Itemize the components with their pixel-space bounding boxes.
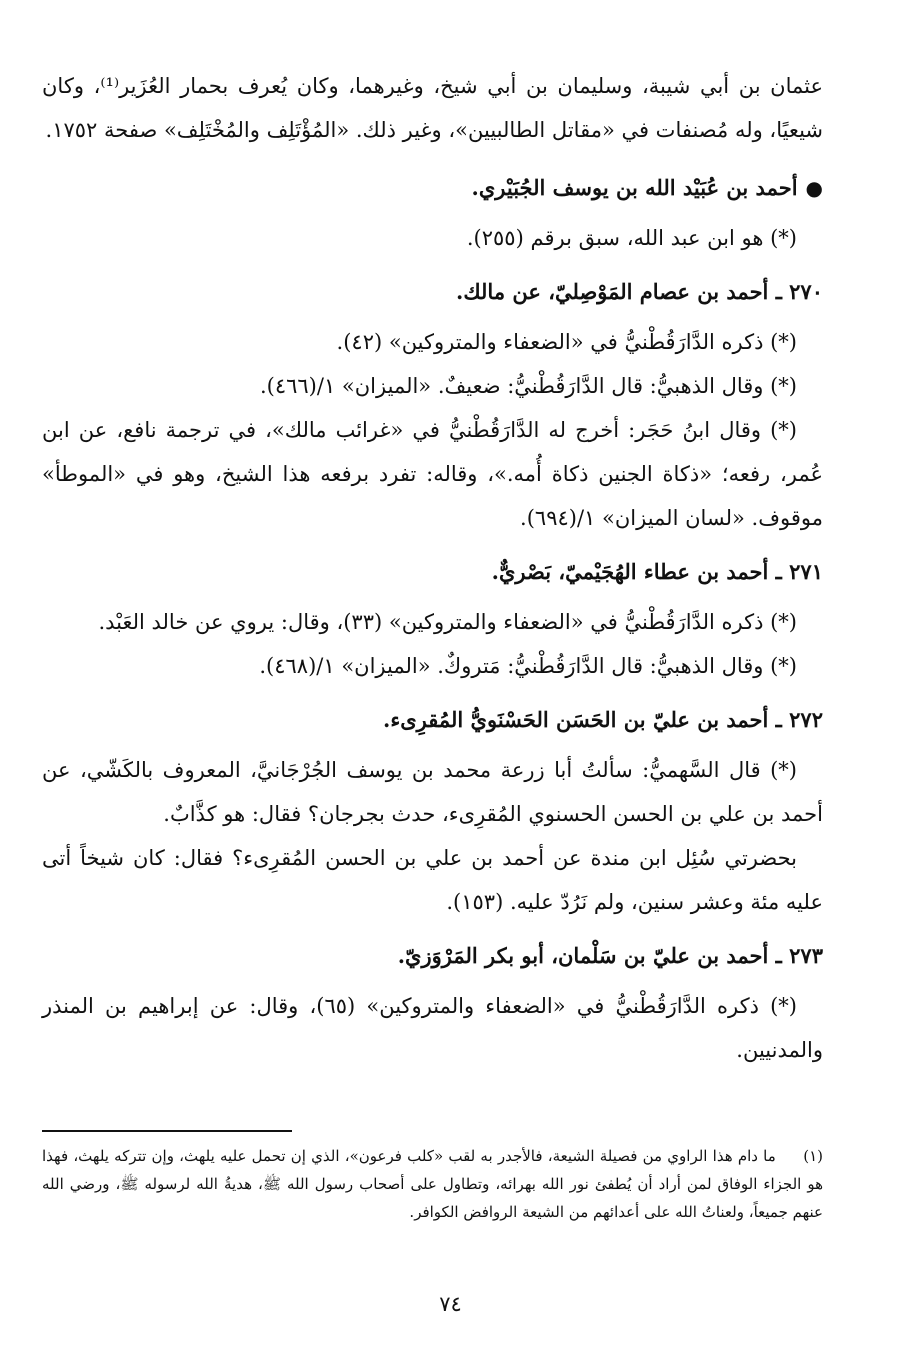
footnote-number: (١) xyxy=(803,1147,823,1165)
entry-heading: ٢٧٣ ـ أحمد بن عليّ بن سَلْمان، أبو بكر المَرْوَزيّ. xyxy=(397,943,823,968)
bullet-icon: ● xyxy=(805,176,823,200)
entry-270 xyxy=(42,270,823,540)
entry-jubayri xyxy=(42,166,823,260)
entry-note: (*) وقال الذهبيُّ: قال الدَّارَقُطْنيُّ: ضعيفٌ. «الميزان» ١/(٤٦٦). xyxy=(259,374,797,398)
entry-title: أحمد بن عُبَيْد الله بن يوسف الجُبَيْري. xyxy=(471,175,798,200)
footnote-divider xyxy=(42,1130,292,1132)
entry-271 xyxy=(42,550,823,688)
entry-note: (*) ذكره الدَّارَقُطْنيُّ في «الضعفاء والمتروكين» (٣٣)، وقال: يروي عن خالد العَبْد. xyxy=(98,610,797,634)
page-number: ٧٤ xyxy=(439,1292,462,1316)
footnote-section xyxy=(42,1142,823,1226)
entry-heading xyxy=(42,166,823,210)
entry-note: (*) وقال ابنُ حَجَر: أخرج له الدَّارَقُطْنيُّ في «غرائب مالك»، في ترجمة نافع، عن ابن عُمر، رفعه؛ «ذكاة الجنين ذكاة أُمه.»، وقاله: تفرد برفعه هذا الشيخ، وهو في «الموطأ» موقوف. «لسان الميزان» ١/(٦٩٤). xyxy=(42,418,823,530)
entry-heading: ٢٧١ ـ أحمد بن عطاء الهُجَيْميّ، بَصْريٌّ. xyxy=(491,559,823,584)
entry-heading: ٢٧٢ ـ أحمد بن عليّ بن الحَسَن الحَسْنَويُّ المُقرِىء. xyxy=(383,707,823,732)
entry-heading: ٢٧٠ ـ أحمد بن عصام المَوْصِليّ، عن مالك. xyxy=(456,279,823,304)
footnote-text: ما دام هذا الراوي من فصيلة الشيعة، فالأجدر به لقب «كلب فرعون»، الذي إن تحمل عليه يلهث، وإن تتركه يلهث، فهذا هو الجزاء الوفاق لمن أراد أن يُطفئ نور الله بهرائه، وتطاول على أصحاب رسول الله ﷺ، هديةُ الله لرسوله ﷺ، ورضي الله عنهم جميعاً، ولعناتُ الله على أعدائهم من الشيعة الروافض الكوافر. xyxy=(42,1147,823,1221)
entry-note: (*) ذكره الدَّارَقُطْنيُّ في «الضعفاء والمتروكين» (٤٢). xyxy=(336,330,797,354)
entry-273 xyxy=(42,934,823,1072)
entry-272 xyxy=(42,698,823,924)
intro-paragraph: عثمان بن أبي شيبة، وسليمان بن أبي شيخ، وغيرهما، وكان يُعرف بحمار العُزَير⁽¹⁾، وكان شيعيًا، وله مُصنفات في «مقاتل الطالبيين»، وغير ذلك. «المُؤْتَلِف والمُخْتَلِف» صفحة ١٧٥٢. xyxy=(42,74,823,142)
entry-note: بحضرتي سُئِل ابن مندة عن أحمد بن علي بن الحسن المُقرِىء؟ فقال: كان شيخاً أتى عليه مئة وعشر سنين، ولم نَرُدّ عليه. (١٥٣). xyxy=(42,846,823,914)
entry-note: (*) هو ابن عبد الله، سبق برقم (٢٥٥). xyxy=(466,226,797,250)
entry-note: (*) ذكره الدَّارَقُطْنيُّ في «الضعفاء والمتروكين» (٦٥)، وقال: عن إبراهيم بن المنذر والمدنيين. xyxy=(42,994,823,1062)
entry-note: (*) قال السَّهميُّ: سألتُ أبا زرعة محمد بن يوسف الجُرْجَانيَّ، المعروف بالكَشّي، عن أحمد بن علي بن الحسن الحسنوي المُقرِىء، حدث بجرجان؟ فقال: هو كذَّابٌ. xyxy=(42,758,823,826)
entry-note: (*) وقال الذهبيُّ: قال الدَّارَقُطْنيُّ: مَتروكٌ. «الميزان» ١/(٤٦٨). xyxy=(259,654,797,678)
